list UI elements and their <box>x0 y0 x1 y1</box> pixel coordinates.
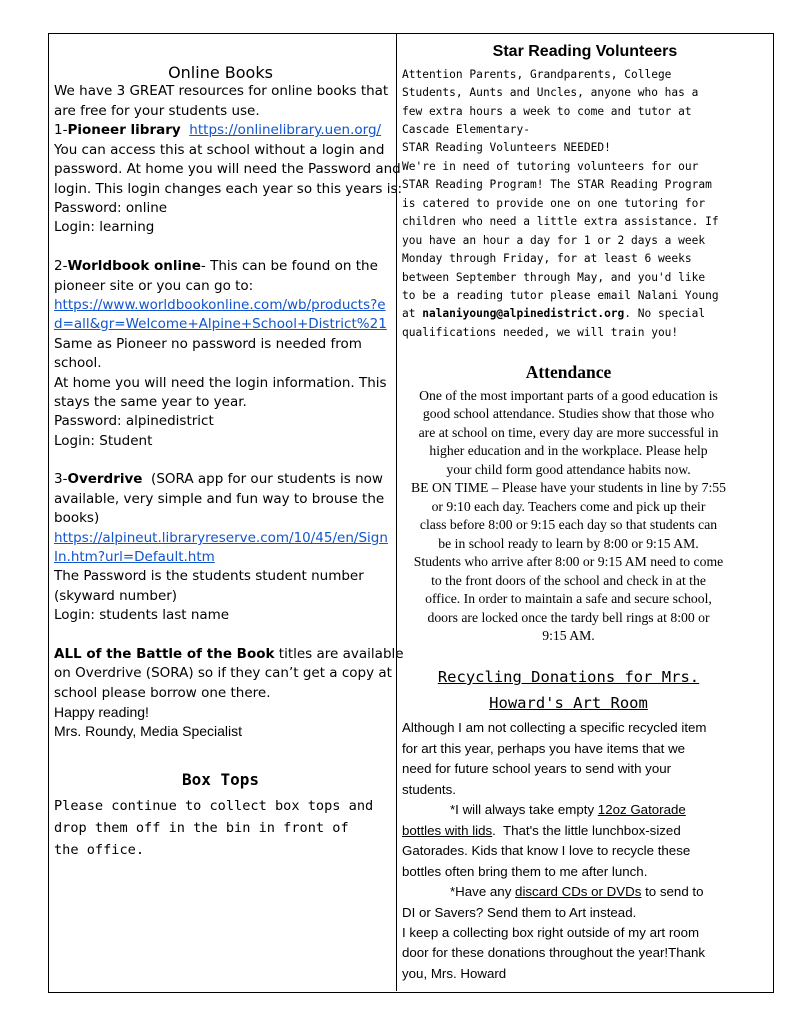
pioneer-number: 1- <box>54 122 68 138</box>
worldbook-text: pioneer site or you can go to: <box>54 278 254 294</box>
recycling-heading: Howard's Art Room <box>489 694 648 712</box>
overdrive-line <box>54 471 383 487</box>
star-text: . No special <box>624 307 706 320</box>
gatorade-item: 12oz Gatorade <box>597 802 686 817</box>
recycling-text: *I will always take empty <box>450 802 598 817</box>
cds-line <box>450 884 704 899</box>
attendance-text: Students who arrive after 8:00 or 9:15 AM need to come <box>413 554 724 569</box>
attendance-text: are at school on time, every day are more successful in <box>418 425 719 440</box>
recycling-text: . That's the little lunchbox-sized <box>492 823 681 838</box>
cds-item: discard CDs or DVDs <box>515 884 642 899</box>
gatorade-line <box>402 823 681 838</box>
worldbook-number: 2- <box>54 258 68 274</box>
overdrive-number: 3- <box>54 471 68 487</box>
pioneer-login: Login: learning <box>54 219 155 235</box>
recycling-text: Gatorades. Kids that know I love to recycle these <box>402 843 691 858</box>
star-text: STAR Reading Program! The STAR Reading Program <box>402 178 712 191</box>
star-text: is catered to provide one on one tutoring for <box>402 197 706 210</box>
star-reading-heading: Star Reading Volunteers <box>492 43 678 60</box>
box-tops-text: the office. <box>54 842 145 858</box>
pioneer-title: Pioneer library <box>67 122 181 138</box>
battle-line <box>54 646 404 662</box>
attendance-text: doors are locked once the tardy bell rings at 8:00 or <box>427 610 710 625</box>
recycling-text: bottles often bring them to me after lunch. <box>402 864 648 879</box>
worldbook-desc: - This can be found on the <box>200 258 378 274</box>
battle-text: school please borrow one there. <box>54 685 271 701</box>
recycling-text: need for future school years to send with your <box>402 761 672 776</box>
overdrive-login: Login: students last name <box>54 607 230 623</box>
attendance-text: higher education and in the workplace. Please help <box>429 443 708 458</box>
star-text: Cascade Elementary- <box>402 123 530 136</box>
attendance-text: class before 8:00 or 9:15 each day so that students can <box>419 517 718 532</box>
worldbook-text: At home you will need the login information. This <box>54 375 387 391</box>
recycling-text: for art this year, perhaps you have items that we <box>402 741 686 756</box>
battle-bold: ALL of the Battle of the Book <box>54 646 275 662</box>
pioneer-line <box>54 122 381 138</box>
box-tops-text: Please continue to collect box tops and <box>54 798 374 814</box>
recycling-text: to send to <box>641 884 704 899</box>
star-text: you have an hour a day for 1 or 2 days a week <box>402 234 706 247</box>
worldbook-link-cont[interactable]: d=all&gr=Welcome+Alpine+School+District%21 <box>54 316 387 332</box>
overdrive-link-line <box>54 530 388 546</box>
recycling-heading: Recycling Donations for Mrs. <box>437 668 700 686</box>
recycling-text: *Have any <box>450 884 516 899</box>
recycling-text: students. <box>402 782 456 797</box>
attendance-text: to the front doors of the school and check in at the <box>431 573 706 588</box>
star-text: to be a reading tutor please email Nalani Young <box>402 289 719 302</box>
worldbook-link-line <box>54 297 386 313</box>
star-text: We're in need of tutoring volunteers for our <box>402 160 699 173</box>
attendance-text: BE ON TIME – Please have your students in line by 7:55 <box>411 480 726 495</box>
recycling-signature: you, Mrs. Howard <box>402 966 507 981</box>
recycling-text: Although I am not collecting a specific recycled item <box>402 720 707 735</box>
worldbook-title: Worldbook online <box>67 258 201 274</box>
sign-off: Happy reading! <box>54 704 149 720</box>
intro-line: are free for your students use. <box>54 103 260 119</box>
battle-text: titles are available <box>274 646 404 662</box>
worldbook-link-line <box>54 316 387 332</box>
pioneer-text: password. At home you will need the Password and <box>54 161 401 177</box>
email-address[interactable]: nalaniyoung@alpinedistrict.org <box>422 307 625 320</box>
overdrive-text: (skyward number) <box>54 588 178 604</box>
overdrive-text: The Password is the students student number <box>54 568 364 584</box>
overdrive-desc: (SORA app for our students is now <box>142 471 383 487</box>
attendance-heading: Attendance <box>525 362 612 382</box>
pioneer-text: login. This login changes each year so this years is: <box>54 181 403 197</box>
recycling-text: I keep a collecting box right outside of my art room <box>402 925 700 940</box>
worldbook-line <box>54 258 378 274</box>
worldbook-text: school. <box>54 355 102 371</box>
recycling-text: door for these donations throughout the year!Thank <box>402 945 706 960</box>
star-text: Students, Aunts and Uncles, anyone who has a <box>402 86 699 99</box>
pioneer-text: You can access this at school without a login and <box>54 142 385 158</box>
overdrive-link-cont[interactable]: In.htm?url=Default.htm <box>54 549 215 565</box>
overdrive-text: available, very simple and fun way to brouse the <box>54 491 385 507</box>
star-text: STAR Reading Volunteers NEEDED! <box>402 141 611 154</box>
star-text: few extra hours a week to come and tutor at <box>402 105 692 118</box>
recycling-text: DI or Savers? Send them to Art instead. <box>402 905 637 920</box>
worldbook-login: Login: Student <box>54 433 153 449</box>
gatorade-line <box>450 802 686 817</box>
online-books-heading: Online Books <box>168 63 273 82</box>
attendance-text: One of the most important parts of a good education is <box>419 388 718 403</box>
overdrive-link[interactable]: https://alpineut.libraryreserve.com/10/45/en/Sign <box>54 530 388 546</box>
star-text: children who need a little extra assistance. If <box>402 215 719 228</box>
star-text: Attention Parents, Grandparents, College <box>402 68 672 81</box>
box-tops-heading: Box Tops <box>181 770 260 789</box>
attendance-text: or 9:10 each day. Teachers come and pick up their <box>431 499 706 514</box>
star-text: at <box>402 307 423 320</box>
star-text: qualifications needed, we will train you! <box>402 326 679 339</box>
box-tops-text: drop them off in the bin in front of <box>54 820 349 836</box>
attendance-text: your child form good attendance habits now. <box>446 462 691 477</box>
star-email-line <box>402 307 705 320</box>
worldbook-link[interactable]: https://www.worldbookonline.com/wb/products?e <box>54 297 386 313</box>
pioneer-password: Password: online <box>54 200 168 216</box>
intro-line: We have 3 GREAT resources for online books that <box>54 83 389 99</box>
gatorade-item: bottles with lids <box>402 823 493 838</box>
worldbook-password: Password: alpinedistrict <box>54 413 214 429</box>
battle-text: on Overdrive (SORA) so if they can’t get a copy at <box>54 665 392 681</box>
worldbook-text: Same as Pioneer no password is needed from <box>54 336 362 352</box>
overdrive-text: books) <box>54 510 100 526</box>
attendance-text: good school attendance. Studies show that those who <box>422 406 715 421</box>
attendance-text: 9:15 AM. <box>542 628 595 643</box>
star-text: between September through May, and you'd like <box>402 271 706 284</box>
signature: Mrs. Roundy, Media Specialist <box>54 723 243 739</box>
attendance-text: office. In order to maintain a safe and secure school, <box>425 591 712 606</box>
overdrive-link-line <box>54 549 215 565</box>
worldbook-text: stays the same year to year. <box>54 394 247 410</box>
pioneer-link[interactable]: https://onlinelibrary.uen.org/ <box>189 122 382 138</box>
overdrive-title: Overdrive <box>67 471 143 487</box>
attendance-text: be in school ready to learn by 8:00 or 9:15 AM. <box>438 536 699 551</box>
star-text: Monday through Friday, for at least 6 weeks <box>402 252 692 265</box>
